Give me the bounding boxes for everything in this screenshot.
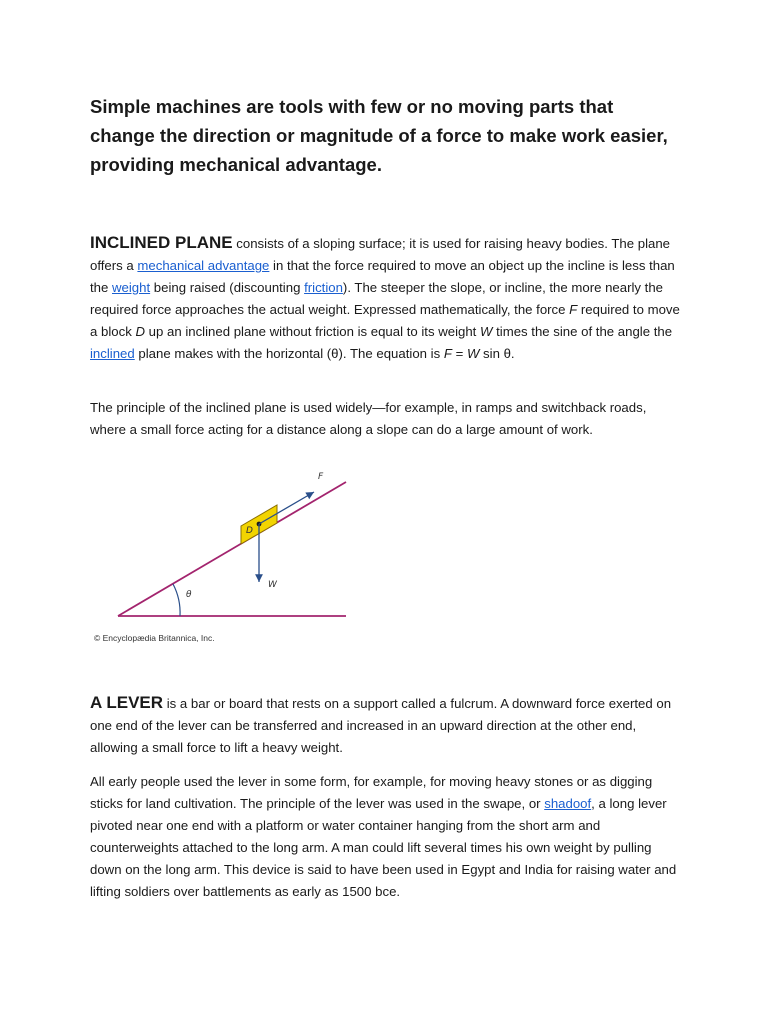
inclined-plane-figure: [90, 462, 360, 652]
label-d: D: [246, 526, 253, 536]
lever-history-paragraph: All early people used the lever in some form, for example, for moving heavy stones or as digging sticks for land cultivation. The principle of the lever was used in the swape, or shadoof, a long lever pivoted near one end with a platform or water container hanging from the short arm and counterweights attached to the long arm. A man could lift several times his own weight by pulling down on the long arm. This device is said to have been used in Egypt and India for raising water and lifting soldiers over battlements as early as 1500 bce.: [90, 774, 677, 899]
lever-heading: A LEVER: [90, 693, 164, 712]
shadoof-link[interactable]: shadoof: [544, 796, 592, 811]
intro-paragraph: Simple machines are tools with few or no moving parts that change the direction or magnitude of a force to make work easier, providing mechanical advantage.: [90, 96, 668, 175]
theta-arc: [173, 584, 180, 616]
label-f: F: [318, 472, 324, 482]
lever-paragraph: A LEVER is a bar or board that rests on a support called a fulcrum. A downward force exerted on one end of the lever can be transferred and increased in an upward direction at the other end, allowing a small force to lift a heavy weight.: [90, 693, 672, 755]
inclined-plane-paragraph: INCLINED PLANE consists of a sloping surface; it is used for raising heavy bodies. The plane offers a mechanical advantage in that the force required to move an object up the incline is less than the weight being raised (discounting friction). The steeper the slope, or incline, the more nearly the required force approaches the actual weight. Expressed mathematically, the force F required to move a block D up an inclined plane without friction is equal to its weight W times the sine of the angle the inclined plane makes with the horizontal (θ). The equation is F = W sin θ.: [90, 233, 680, 361]
mechanical-advantage-link[interactable]: mechanical advantage: [137, 258, 270, 273]
weight-link[interactable]: weight: [112, 280, 151, 295]
inclined-plane-usage-paragraph: The principle of the inclined plane is used widely—for example, in ramps and switchback roads, where a small force acting for a distance along a slope can do a large amount of work.: [90, 400, 647, 437]
label-w: W: [268, 580, 277, 590]
label-theta: θ: [186, 590, 192, 600]
inclined-plane-diagram: [90, 462, 360, 632]
figure-credit: © Encyclopædia Britannica, Inc.: [94, 633, 215, 643]
force-f-arrow: [259, 492, 314, 524]
friction-link[interactable]: friction: [304, 280, 343, 295]
inclined-plane-heading: INCLINED PLANE: [90, 233, 233, 252]
inclined-link[interactable]: inclined: [90, 346, 135, 361]
incline-line: [118, 482, 346, 616]
